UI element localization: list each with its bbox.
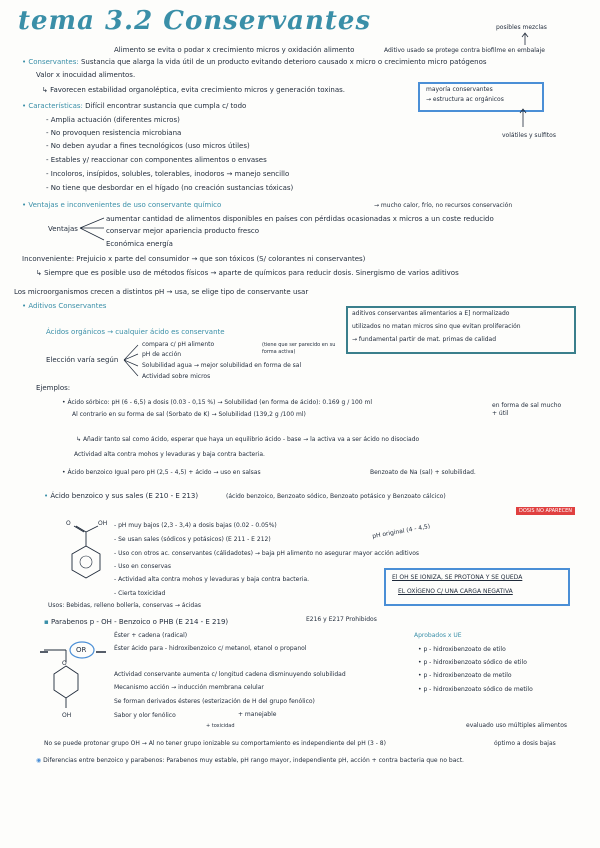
aprobado-item: • p - hidroxibenzoato de metilo <box>418 672 512 679</box>
oh-box-line-2: EL OXÍGENO C/ UNA CARGA NEGATIVA <box>398 588 513 595</box>
benzoico-item: - Cierta toxicidad <box>114 590 166 597</box>
aprobado-item: • p - hidroxibenzoato sódico de metilo <box>418 686 533 693</box>
paraben-structure <box>40 632 110 722</box>
conservantes-label: Conservantes: <box>28 58 79 66</box>
benzoic-o-label: O <box>66 520 71 527</box>
benzoico-line-1: • Ácido benzoico Igual pero pH (2,5 - 4,5) + ácido → uso en salsas <box>62 469 261 476</box>
benzoico-line-2b: (ácido benzoico, Benzoato sódico, Benzoato potásico y Benzoato cálcico) <box>226 493 446 500</box>
definition-right: Aditivo usado se protege contra biofilme en embalaje <box>384 47 545 54</box>
ventajas-brace-arrows <box>78 214 106 244</box>
favorecen-line: ↳ Favorecen estabilidad organoléptica, evita crecimiento micros y generación toxinas. <box>42 86 346 94</box>
parabenos-right-note: E216 y E217 Prohibidos <box>306 616 377 623</box>
mecanismo-line: Mecanismo acción → inducción membrana celular <box>114 684 264 691</box>
aditivos-box-line-3: → fundamental partir de mat. primas de calidad <box>352 336 497 343</box>
benzoico-item: - Uso en conservas <box>114 563 171 570</box>
mayoria-line-1: mayoría conservantes <box>426 86 493 93</box>
caracteristica-item: - Estables y/ reaccionar con componentes alimentos o envases <box>46 156 267 164</box>
volatiles-note: volátiles y sulfitos <box>502 132 556 139</box>
top-note: posibles mezclas <box>496 24 547 31</box>
aprobado-item: • p - hidroxibenzoato sódico de etilo <box>418 659 527 666</box>
paraben-o-label: O <box>62 660 67 667</box>
definition-intro: Alimento se evita o podar x crecimiento micros y oxidación alimento <box>114 46 355 54</box>
acidos-organicos-line: Ácidos orgánicos → cualquier ácido es conservante <box>46 328 225 336</box>
anadir-line-2: Actividad alta contra mohos y levaduras y baja contra bacteria. <box>74 451 265 458</box>
optimo-note: óptimo a dosis bajas <box>494 740 556 747</box>
benzoico-item: - pH muy bajos (2,3 - 3,4) a dosis bajas (0.02 - 0.05%) <box>114 522 277 529</box>
benzoic-acid-structure <box>56 518 116 588</box>
benzoic-oh-label: OH <box>98 520 108 527</box>
siempre-line: ↳ Siempre que es posible uso de métodos físicos → aparte de químicos para reducir dosis. Sinergismo de varios aditivos <box>36 269 459 277</box>
eleccion-item: compara c/ pH alimento <box>142 341 215 348</box>
caracteristica-item: - Amplia actuación (diferentes micros) <box>46 116 180 124</box>
aditivos-box-line-2: utilizados no matan micros sino que evitan proliferación <box>352 323 521 330</box>
benzoico-item: - Uso con otros ac. conservantes (cálidadotes) → baja pH alimento no asegurar mayor acción aditivos <box>114 550 420 557</box>
ventaja-item: Económica energía <box>106 240 173 248</box>
dosis-badge: DOSIS NO APARECEN <box>516 507 575 515</box>
se-forman-line: Se forman derivados ésteres (esterización de H del grupo fenólico) <box>114 698 315 705</box>
sorbico-line-2: Al contrario en su forma de sal (Sorbato de K) → Solubilidad (139,2 g /100 ml) <box>72 411 306 418</box>
toxicidad-note: + toxicidad <box>206 723 235 729</box>
caracteristica-item: - No deben ayudar a fines tecnológicos (uso micros útiles) <box>46 142 250 150</box>
ventajas-word: Ventajas <box>48 225 78 233</box>
no-protonar-line: No se puede protonar grupo OH → Al no tener grupo ionizable su comportamiento es independiente del pH (3 - 8) <box>44 740 386 747</box>
arrow-up-icon <box>518 108 528 128</box>
ventaja-item: conservar mejor apariencia producto fresco <box>106 227 259 235</box>
caracteristica-item: - No provoquen resistencia microbiana <box>46 129 182 137</box>
sabor-line: Sabor y olor fenólico <box>114 712 176 719</box>
benzoico-line-1b: Benzoato de Na (sal) + solubilidad. <box>370 469 476 476</box>
eleccion-item: Solubilidad agua → mejor solubilidad en forma de sal <box>142 362 302 369</box>
ventajas-right-note: → mucho calor, frío, no recursos conservación <box>374 202 513 209</box>
aprobado-item: • p - hidroxibenzoato de etilo <box>418 646 506 653</box>
anadir-line-1: ↳ Añadir tanto sal como ácido, esperar que haya un equilibrio ácido - base → la activa va a ser ácido no disociado <box>76 436 420 443</box>
caracteristicas-intro: Difícil encontrar sustancia que cumpla c/ todo <box>85 102 247 110</box>
eleccion-item: Actividad sobre micros <box>142 373 211 380</box>
conservantes-text: Sustancia que alarga la vida útil de un producto evitando deterioro causado x micro o crecimiento micro patógenos <box>80 58 487 66</box>
favorecen-text: Favorecen estabilidad organoléptica, evita crecimiento micros y generación toxinas. <box>50 86 346 94</box>
caracteristica-item: - No tiene que desbordar en el hígado (no creación sustancias tóxicas) <box>46 184 294 192</box>
paraben-or-label: OR <box>76 646 87 654</box>
aditivos-heading: • Aditivos Conservantes <box>22 302 106 311</box>
sorbico-line-1: • Ácido sórbico: pH (6 - 6,5) a dosis (0.03 - 0,15 %) → Solubilidad (en forma de ácido): 0.169 g / 100 ml <box>62 399 372 406</box>
sorbico-right-note: en forma de sal mucho + útil <box>492 402 562 417</box>
benzoico-item: - Se usan sales (sódicos y potásicos) (E 211 - E 212) <box>114 536 271 543</box>
caracteristica-item: - Incoloros, insípidos, solubles, tolerables, inodoros → manejo sencillo <box>46 170 290 178</box>
actividad-parabenos: Actividad conservante aumenta c/ longitud cadena disminuyendo solubilidad <box>114 671 346 678</box>
caracteristicas-label: Características: <box>28 102 83 110</box>
benzoico-line-2: • Ácido benzoico y sus sales (E 210 - E 213) <box>44 492 199 500</box>
benzoico-item: - Actividad alta contra mohos y levaduras y baja contra bacteria. <box>114 576 310 583</box>
eleccion-item: pH de acción <box>142 351 182 358</box>
conservantes-text-2: Valor x inocuidad alimentos. <box>36 71 136 79</box>
eleccion-note: (tiene que ser parecido en su forma activa) <box>262 342 336 355</box>
conservantes-definition <box>22 58 487 67</box>
ejemplos-label: Ejemplos: <box>36 384 71 392</box>
eleccion-label: Elección varía según <box>46 356 119 364</box>
eleccion-brace-arrows <box>122 342 140 378</box>
caracteristicas-heading <box>22 102 246 111</box>
diferencias-line: ◉ Diferencias entre benzoico y parabenos: Parabenos muy estable, pH rango mayor, independiente pH, acción + contra bacteria que no bact. <box>36 757 464 764</box>
ventajas-heading: • Ventajas e inconvenientes de uso conservante químico <box>22 201 221 210</box>
aditivos-box-line-1: aditivos conservantes alimentarios a E] normalizado <box>352 310 510 317</box>
ester-acido-line: Éster ácido para - hidroxibenzoico c/ metanol, etanol o propanol <box>114 645 307 652</box>
manejable-note: + manejable <box>238 711 277 718</box>
aprobados-label: Aprobados x UE <box>414 632 462 639</box>
evaluado-note: evaluado uso múltiples alimentos <box>466 722 567 729</box>
ph-original-note: pH original (4 - 4,5) <box>371 522 431 541</box>
page-title: tema 3.2 Conservantes <box>18 6 372 36</box>
ventaja-item: aumentar cantidad de alimentos disponibles en países con pérdidas ocasionadas x micros a un coste reducido <box>106 215 494 223</box>
paraben-oh-label: OH <box>62 712 72 719</box>
inconveniente-line: Inconveniente: Prejuicio x parte del consumidor → que son tóxicos (S/ colorantes ni conservantes) <box>22 255 366 263</box>
parabenos-line: ▪ Parabenos p - OH - Benzoico o PHB (E 214 - E 219) <box>44 618 229 626</box>
arrow-up-icon <box>520 32 530 46</box>
ester-cadena-note: Éster + cadena (radical) <box>114 632 188 639</box>
mayoria-line-2: → estructura ac orgánicos <box>426 96 504 103</box>
usos-line: Usos: Bebidas, relleno bollería, conservas → ácidas <box>48 602 202 609</box>
microorganismos-line: Los microorganismos crecen a distintos pH → usa, se elige tipo de conservante usar <box>14 288 309 296</box>
oh-box-line-1: El OH SE IONIZA, SE PROTONA Y SE QUEDA <box>392 574 523 581</box>
